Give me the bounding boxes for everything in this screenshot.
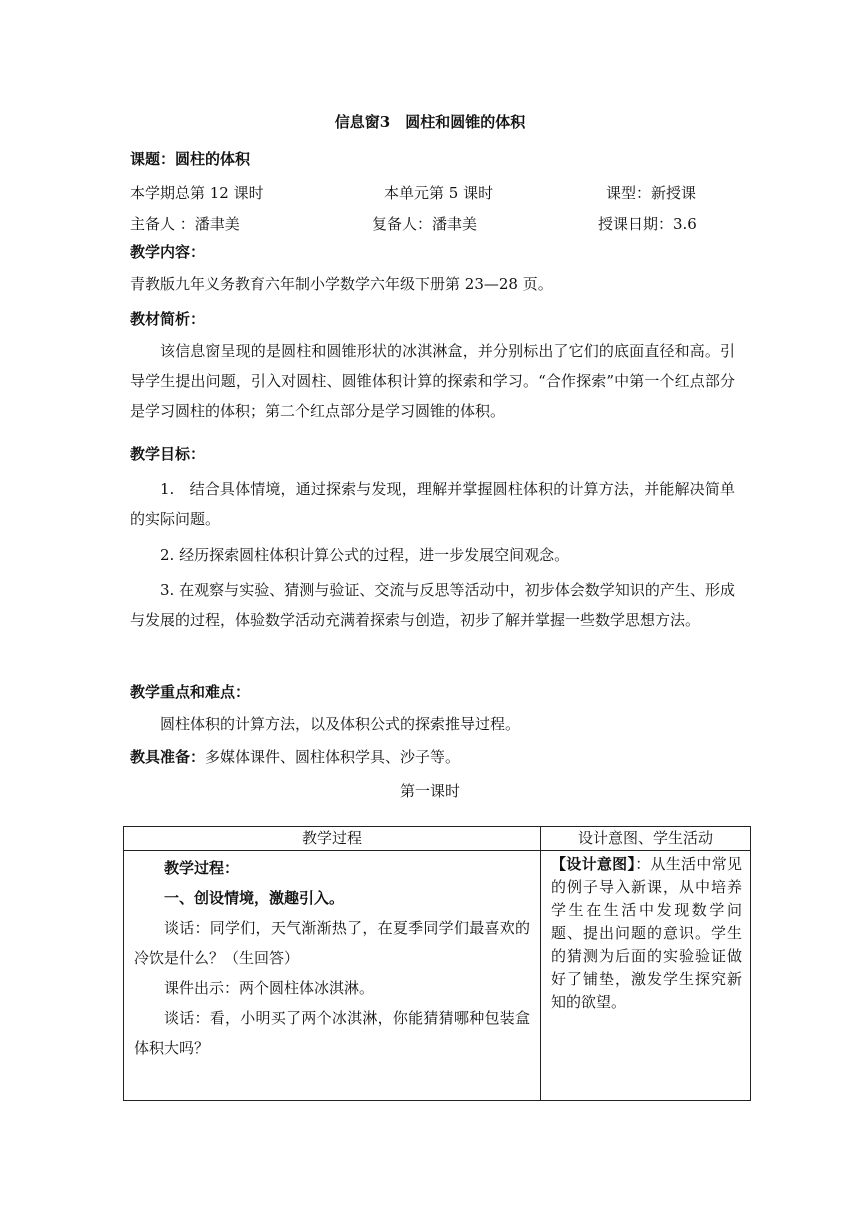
tools-text: 多媒体课件、圆柱体积学具、沙子等。 (205, 748, 461, 766)
process-step-1: 一、创设情境，激趣引入。 (164, 889, 345, 907)
lesson-plan-table (123, 826, 751, 1101)
page-title: 信息窗3 圆柱和圆锥的体积 (334, 113, 526, 131)
design-label: 【设计意图】 (551, 855, 636, 873)
process-cell (124, 851, 541, 1101)
process-dialogue-2: 谈话：看，小明买了两个冰淇淋，你能猜猜哪种包装盒体积大吗？ (134, 1009, 530, 1057)
unit-lesson-count: 本单元第 5 课时 (384, 184, 494, 202)
tools-heading: 教具准备： (130, 748, 206, 766)
process-courseware: 课件出示：两个圆柱体冰淇淋。 (164, 979, 375, 997)
design-cell (541, 851, 751, 1101)
lesson-topic: 课题：圆柱的体积 (130, 150, 251, 168)
process-heading: 教学过程： (164, 859, 240, 877)
tools-line (130, 746, 460, 767)
design-text: ：从生活中常见的例子导入新课，从中培养学生在生活中发现数学问题、提出问题的意识。学生的猜测为后面的实验验证做好了铺垫，激发学生探究新知的欲望。 (551, 855, 742, 1011)
lesson-type: 课型：新授课 (606, 184, 697, 202)
key-points-text: 圆柱体积的计算方法，以及体积公式的探索推导过程。 (160, 715, 521, 733)
key-points-heading: 教学重点和难点： (130, 683, 251, 701)
table-header-row (124, 827, 751, 851)
co-preparer: 复备人：潘聿美 (372, 215, 478, 233)
content-heading: 教学内容： (130, 243, 206, 261)
goal-item-3: 3. 在观察与实验、猜测与验证、交流与反思等活动中，初步体会数学知识的产生、形成与发展的过程，体验数学活动充满着探索与创造，初步了解并掌握一些数学思想方法。 (130, 581, 735, 629)
total-lesson-count: 本学期总第 12 课时 (130, 184, 264, 202)
analysis-heading: 教材简析： (130, 310, 206, 328)
goals-heading: 教学目标： (130, 445, 206, 463)
content-text: 青教版九年义务教育六年制小学数学六年级下册第 23—28 页。 (130, 275, 553, 293)
process-dialogue-1: 谈话：同学们，天气渐渐热了，在夏季同学们最喜欢的冷饮是什么？（生回答） (134, 919, 530, 967)
table-row (124, 851, 751, 1101)
main-preparer: 主备人 ：潘聿美 (130, 215, 240, 233)
analysis-text: 该信息窗呈现的是圆柱和圆锥形状的冰淇淋盒，并分别标出了它们的底面直径和高。引导学生提出问题，引入对圆柱、圆锥体积计算的探索和学习。“合作探索”中第一个红点部分是学习圆柱的体积；第二个红点部分是学习圆锥的体积。 (130, 342, 735, 420)
lesson-label: 第一课时 (399, 782, 460, 800)
goal-item-1: 1. 结合具体情境，通过探索与发现，理解并掌握圆柱体积的计算方法，并能解决简单的实际问题。 (130, 480, 735, 528)
col-header-design: 设计意图、学生活动 (541, 827, 751, 851)
lesson-date: 授课日期：3.6 (598, 215, 697, 233)
goal-item-2: 2. 经历探索圆柱体积计算公式的过程，进一步发展空间观念。 (160, 546, 570, 564)
col-header-process: 教学过程 (124, 827, 541, 851)
